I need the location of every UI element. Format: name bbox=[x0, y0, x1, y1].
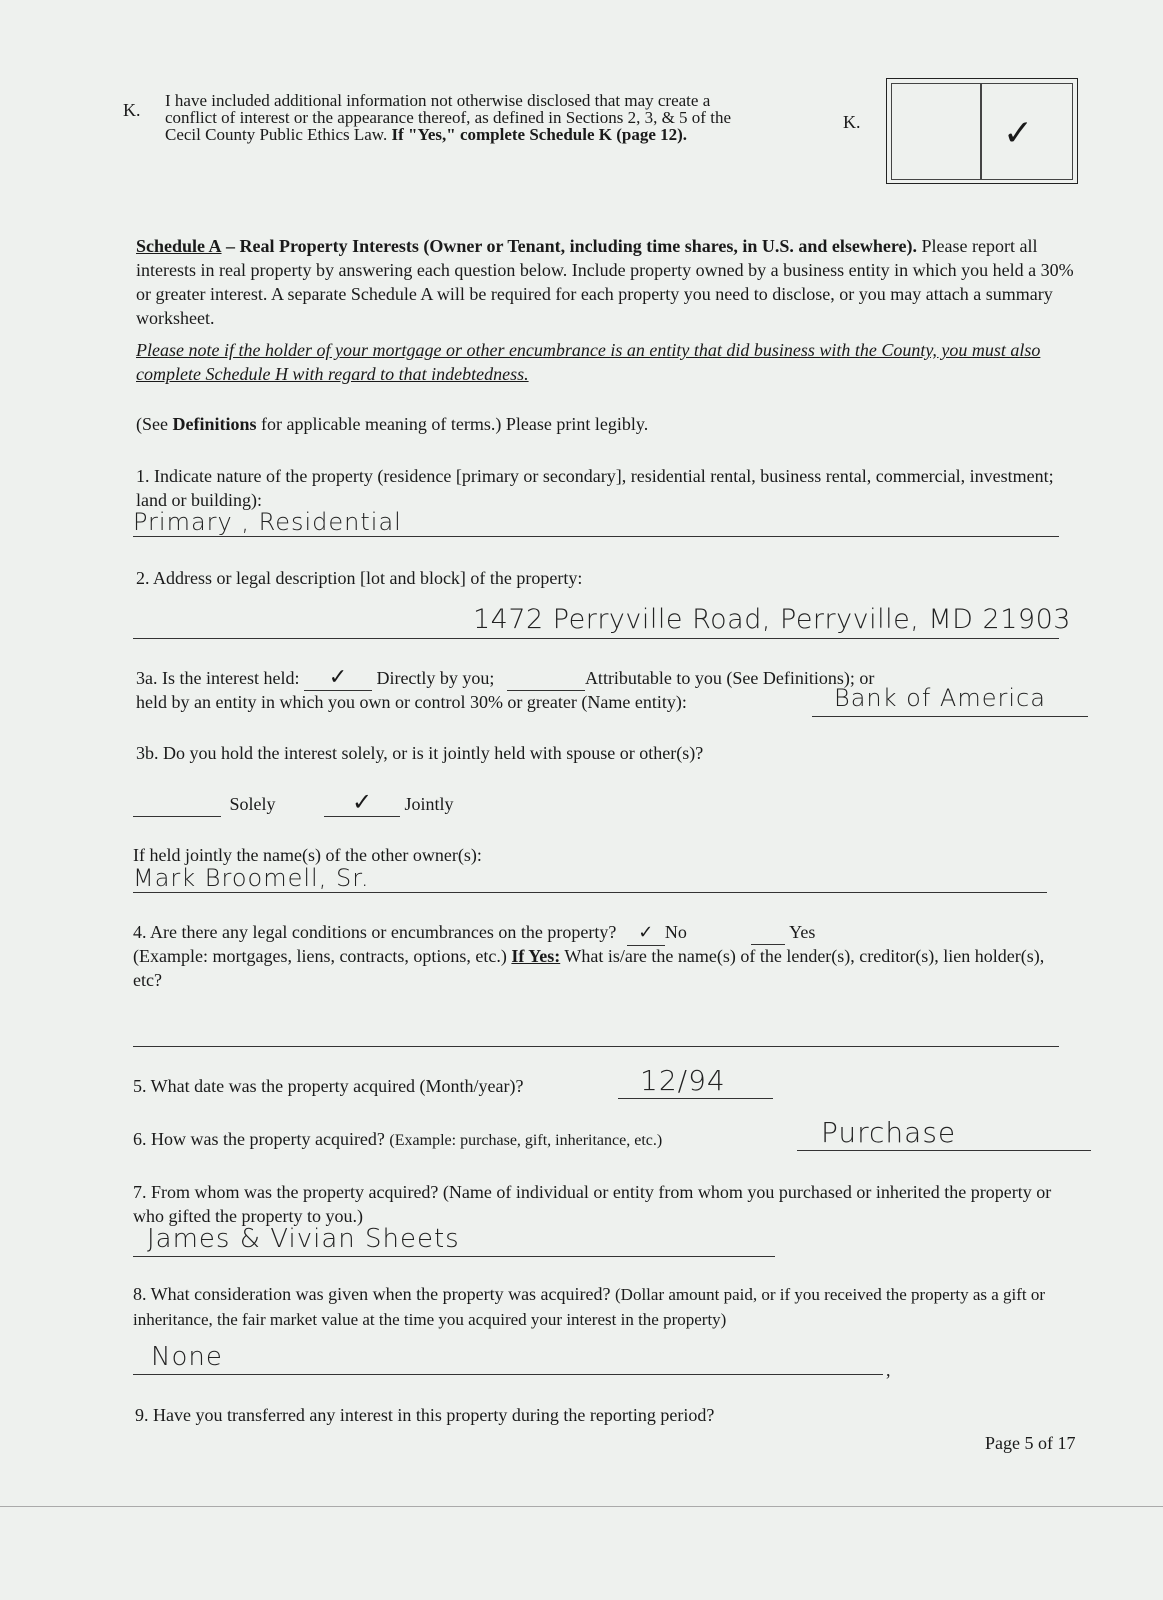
q8-comma: , bbox=[886, 1360, 891, 1380]
definitions-post: for applicable meaning of terms.) Please print legibly. bbox=[261, 414, 649, 434]
q3a-attributable-blank[interactable] bbox=[507, 666, 585, 691]
section-k-text-1: I have included additional information not otherwise disclosed that may create a conflict of interest or the appearance thereof, as defined in Sections 2, 3, & 5 of the Cecil County Public Ethics Law. bbox=[165, 91, 731, 144]
section-k-letter: K. bbox=[123, 100, 141, 120]
definitions-bold: Definitions bbox=[172, 414, 257, 434]
q6-answer: Purchase bbox=[821, 1116, 957, 1149]
page-number: Page 5 of 17 bbox=[985, 1433, 1076, 1453]
section-k-check-mark: ✓ bbox=[1003, 113, 1034, 154]
q7-answer-line[interactable] bbox=[133, 1224, 775, 1257]
q3b-solely-blank[interactable] bbox=[133, 792, 221, 817]
q6-line bbox=[133, 1127, 662, 1153]
page-bottom-edge bbox=[0, 1506, 1163, 1507]
q3a-line-1 bbox=[136, 666, 874, 691]
q8-detail: (Dollar amount paid, or if you received the property as a gift or inheritance, the fair market value at the time you acquired your interest in the property) bbox=[133, 1285, 1046, 1329]
q4-yes-label: Yes bbox=[789, 922, 816, 942]
q2-text: 2. Address or legal description [lot and block] of the property: bbox=[136, 568, 583, 588]
q4-no-blank[interactable] bbox=[627, 920, 665, 946]
q4-line-2 bbox=[133, 944, 1063, 992]
q3a-entity-label: held by an entity in which you own or control 30% or greater (Name entity): bbox=[136, 692, 687, 712]
q3a-directly-blank[interactable] bbox=[304, 666, 372, 691]
q6-example: (Example: purchase, gift, inheritance, etc.) bbox=[389, 1132, 663, 1149]
q1-text: 1. Indicate nature of the property (residence [primary or secondary], residential rental, business rental, commercial, investment; land or building): bbox=[136, 466, 1054, 510]
q4-rest: What is/are the name(s) of the lender(s), creditor(s), lien holder(s), etc? bbox=[133, 946, 1045, 990]
q3a-attributable-label: Attributable to you (See Definitions); or bbox=[584, 668, 875, 688]
q3a-entity-answer-line[interactable] bbox=[812, 684, 1088, 717]
q4-no-mark: ✓ bbox=[638, 922, 654, 943]
q3b-owners-label: If held jointly the name(s) of the other owner(s): bbox=[133, 845, 482, 865]
q7-text: 7. From whom was the property acquired? (Name of individual or entity from whom you purchased or inherited the property or who gifted the property to you.) bbox=[133, 1182, 1052, 1226]
q9-text: 9. Have you transferred any interest in this property during the reporting period? bbox=[135, 1405, 715, 1425]
q3b-jointly-label: Jointly bbox=[404, 794, 454, 814]
q4-answer-line[interactable] bbox=[133, 1022, 1059, 1047]
section-k-answer-box[interactable] bbox=[886, 78, 1078, 184]
q2-answer: 1472 Perryville Road, Perryville, MD 21903 bbox=[473, 604, 1071, 635]
section-k-text bbox=[165, 92, 755, 143]
q4-text: 4. Are there any legal conditions or encumbrances on the property? bbox=[133, 922, 617, 942]
q8-answer-line[interactable] bbox=[133, 1342, 883, 1375]
q4-line-1 bbox=[133, 920, 815, 946]
q3a-entity-answer: Bank of America bbox=[834, 684, 1046, 712]
q7-answer: James & Vivian Sheets bbox=[147, 1224, 460, 1254]
q3a-directly-label: Directly by you; bbox=[376, 668, 495, 688]
schedule-a-note bbox=[136, 338, 1056, 386]
q1-answer: Primary , Residential bbox=[133, 508, 402, 536]
q4-if-yes: If Yes: bbox=[511, 946, 561, 966]
schedule-a-intro-text: Please report all interests in real property by answering each question below. Include property owned by a business entity in which you held a 30% or greater interest. A separate Schedule A will be required for each property you need to disclose, or you may attach a summary worksheet. bbox=[136, 236, 1074, 328]
q3a-line-2 bbox=[136, 690, 687, 714]
q4-no-label: No bbox=[664, 922, 687, 942]
q3b-owners-answer-line[interactable] bbox=[133, 864, 1047, 893]
q5-answer-line[interactable] bbox=[618, 1064, 773, 1099]
q5-text: 5. What date was the property acquired (Month/year)? bbox=[133, 1076, 524, 1096]
q3b-options bbox=[133, 790, 454, 817]
q8-text: 8. What consideration was given when the property was acquired? bbox=[133, 1284, 611, 1304]
q3b-jointly-mark: ✓ bbox=[351, 788, 373, 816]
definitions-line bbox=[136, 412, 648, 436]
q3a-prefix: 3a. Is the interest held: bbox=[136, 668, 300, 688]
q3a-directly-mark: ✓ bbox=[328, 665, 348, 690]
box-inner-left bbox=[891, 83, 981, 180]
schedule-a-title-rest: – Real Property Interests (Owner or Tenant, including time shares, in U.S. and elsewhere). bbox=[226, 236, 918, 256]
q3b-text: 3b. Do you hold the interest solely, or is it jointly held with spouse or other(s)? bbox=[136, 743, 704, 763]
q6-answer-line[interactable] bbox=[797, 1116, 1091, 1151]
q8-answer: None bbox=[151, 1342, 223, 1372]
schedule-a-title: Schedule A bbox=[136, 236, 222, 256]
q4-yes-blank[interactable] bbox=[751, 920, 785, 945]
q4-example: (Example: mortgages, liens, contracts, options, etc.) bbox=[133, 946, 507, 966]
q1-answer-line[interactable] bbox=[133, 508, 1059, 537]
q5-answer: 12/94 bbox=[640, 1064, 726, 1097]
schedule-a-intro bbox=[136, 234, 1086, 330]
schedule-a-note-text: Please note if the holder of your mortgage or other encumbrance is an entity that did business with the County, you must also complete Schedule H with regard to that indebtedness. bbox=[136, 340, 1041, 384]
q8-text-block bbox=[133, 1282, 1083, 1332]
q3b-jointly-blank[interactable] bbox=[324, 790, 400, 817]
q6-text: 6. How was the property acquired? bbox=[133, 1129, 385, 1149]
section-k-box-label: K. bbox=[843, 112, 861, 132]
definitions-pre: (See bbox=[136, 414, 168, 434]
q3b-solely-label: Solely bbox=[229, 794, 276, 814]
q2-answer-line[interactable] bbox=[133, 604, 1071, 639]
q3b-owners-answer: Mark Broomell, Sr. bbox=[133, 864, 370, 892]
section-k-text-2: If "Yes," complete Schedule K (page 12). bbox=[391, 125, 688, 144]
